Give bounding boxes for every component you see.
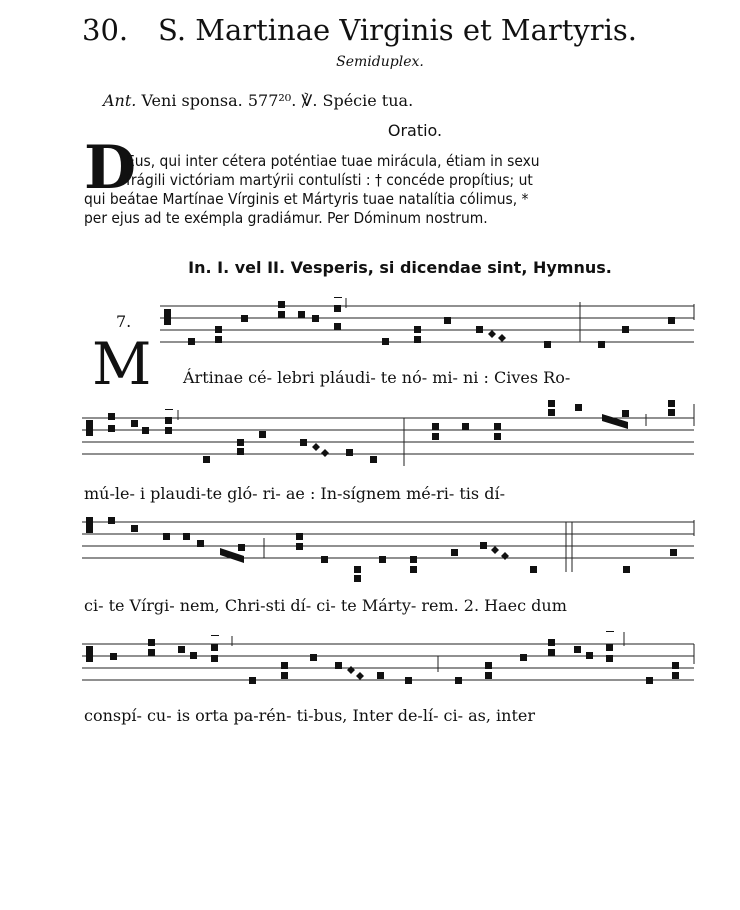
antiphon-text: Veni sponsa. 577²⁰. ℣. Spécie tua. bbox=[141, 91, 414, 110]
chant-staff-1 bbox=[0, 296, 740, 360]
oratio-line-4: per ejus ad te exémpla gradiámur. Per Dóminum nostrum. bbox=[84, 209, 488, 227]
feast-rank: Semiduplex. bbox=[336, 54, 424, 70]
hymn-heading: In. I. vel II. Vesperis, si dicendae sint, Hymnus. bbox=[188, 258, 612, 277]
chant-lyrics-4: conspí- cu- is orta pa-rén- ti-bus, Inter de-lí- ci- as, inter bbox=[84, 706, 536, 725]
oratio-drop-cap: D bbox=[84, 133, 137, 203]
oratio-line-1: Eus, qui inter cétera poténtiae tuae mirácula, étiam in sexu bbox=[126, 152, 540, 170]
chant-lyrics-1: Ártinae cé- lebri pláudi- te nó- mi- ni : Cives Ro- bbox=[183, 368, 571, 387]
oratio-heading: Oratio. bbox=[387, 121, 443, 140]
chant-staff-2 bbox=[0, 398, 740, 470]
oratio-line-3: qui beátae Martínae Vírginis et Mártyris tuae natalítia cólimus, * bbox=[84, 190, 529, 208]
oratio-line-2: frágili victóriam martýrii contulísti : † concéde propítius; ut bbox=[126, 171, 533, 189]
chant-staff-3 bbox=[0, 512, 740, 584]
page-title: S. Martinae Virginis et Martyris. bbox=[158, 13, 638, 47]
antiphon-abbr: Ant. bbox=[103, 91, 137, 110]
antiphon-line bbox=[103, 91, 413, 110]
chant-staff-4 bbox=[0, 624, 740, 696]
chant-mode-number: 7. bbox=[116, 312, 132, 331]
chant-drop-cap: M bbox=[92, 330, 152, 398]
chant-lyrics-2: mú-le- i plaudi-te gló- ri- ae : In-sígnem mé-ri- tis dí- bbox=[84, 484, 505, 503]
chapter-number: 30. bbox=[82, 13, 129, 47]
chant-lyrics-3: ci- te Vírgi- nem, Chri-sti dí- ci- te Márty- rem. 2. Haec dum bbox=[84, 596, 567, 615]
